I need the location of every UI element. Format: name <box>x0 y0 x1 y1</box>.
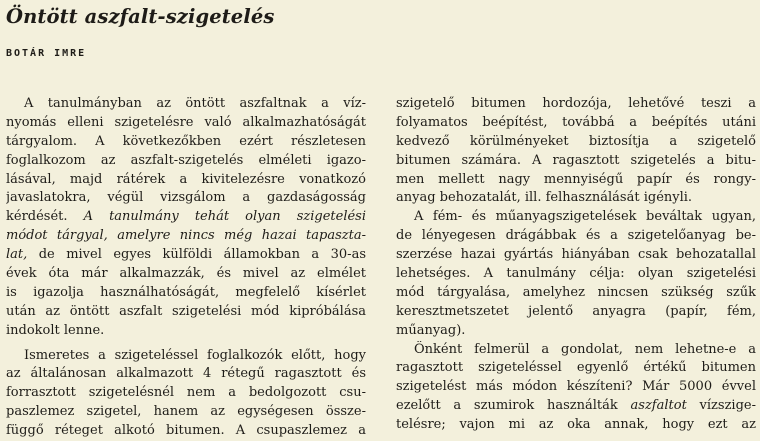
text-line <box>6 347 366 366</box>
text-run: de mivel egyes külföldi államokban a 30-as <box>27 247 366 263</box>
text-line <box>396 246 756 265</box>
text-run: szerzése hazai gyártás hiányában csak behozatallal <box>396 247 756 263</box>
text-line <box>6 303 366 322</box>
text-run: indokolt lenne. <box>6 322 105 338</box>
text-run: Ismeretes a szigeteléssel foglalkozók előtt, hogy <box>24 347 366 363</box>
text-line <box>6 171 366 190</box>
article-title: Öntött aszfalt-szigetelés <box>6 5 275 28</box>
text-run: foglalkozom az aszfalt-szigetelés elméleti igazo- <box>6 152 366 168</box>
text-line <box>396 359 756 378</box>
text-run: A tanulmányban az öntött aszfaltnak a víz- <box>24 96 366 111</box>
text-line <box>396 416 756 435</box>
text-line <box>396 114 756 133</box>
text-run: Önként felmerül a gondolat, nem lehetne-e a <box>414 341 756 357</box>
text-run: után az öntött aszfalt szigetelési mód kipróbálása <box>6 303 366 319</box>
text-line <box>6 384 366 403</box>
text-run: telésre; vajon mi az oka annak, hogy ezt az <box>396 417 756 433</box>
text-run: kedvező körülményeket biztosítja a szigetelő <box>396 133 756 149</box>
text-run: az általánosan alkalmazott 4 rétegű ragasztott és <box>6 366 366 382</box>
text-line <box>396 133 756 152</box>
text-column-right <box>396 95 756 435</box>
text-run: függő réteget alkotó bitumen. A csupaszlemez a <box>6 423 366 439</box>
text-run: szigetelő bitumen hordozója, lehetővé teszi a <box>396 96 756 111</box>
text-run: de lényegesen drágábbak és a szigetelőanyag be- <box>396 228 756 244</box>
text-line <box>6 227 366 246</box>
text-line <box>6 152 366 171</box>
text-line <box>6 322 366 341</box>
text-line <box>6 95 366 114</box>
text-run: vízszige- <box>686 398 756 414</box>
text-run: nyomás elleni szigetelésre való alkalmazhatóságát <box>6 114 366 130</box>
text-line <box>396 322 756 341</box>
text-column-left <box>6 95 366 441</box>
text-line <box>6 265 366 284</box>
text-line <box>396 265 756 284</box>
text-line <box>6 189 366 208</box>
text-run: évek óta már alkalmazzák, és mivel az elmélet <box>6 266 366 282</box>
text-run: keresztmetszetet jelentő anyagra (papír, fém, <box>396 303 756 319</box>
text-line <box>396 171 756 190</box>
text-line <box>396 152 756 171</box>
text-run: lásával, majd rátérek a kivitelezésre vonatkozó <box>6 171 366 187</box>
text-run: szigetelést más módon készíteni? Már 5000 évvel <box>396 379 756 395</box>
text-line <box>396 397 756 416</box>
italic-text: aszfaltot <box>630 398 687 414</box>
text-line <box>396 189 756 208</box>
text-line <box>396 208 756 227</box>
italic-text: A tanulmány tehát olyan szigetelési <box>83 209 366 225</box>
text-run: ezelőtt a szumirok használták <box>396 398 631 414</box>
text-line <box>6 284 366 303</box>
text-line <box>6 133 366 152</box>
text-line <box>6 208 366 227</box>
text-run: ragasztott szigeteléssel egyenlő értékű bitumen <box>396 360 756 376</box>
text-line <box>6 403 366 422</box>
text-run: kérdését. <box>6 209 84 225</box>
text-line <box>6 365 366 384</box>
text-line <box>396 227 756 246</box>
text-line <box>6 246 366 265</box>
text-line <box>396 95 756 114</box>
text-run: is igazolja használhatóságát, megfelelő kísérlet <box>6 284 366 300</box>
text-run: műanyag). <box>396 322 466 338</box>
italic-text: lat, <box>6 247 28 263</box>
text-run: lehetséges. A tanulmány célja: olyan szigetelési <box>396 266 756 282</box>
text-run: folyamatos beépítést, továbbá a beépítés utáni <box>396 114 756 130</box>
text-line <box>6 422 366 441</box>
text-line <box>396 378 756 397</box>
text-run: anyag behozatalát, ill. felhasználását igényli. <box>396 190 693 206</box>
text-line <box>6 114 366 133</box>
text-line <box>396 303 756 322</box>
italic-text: módot tárgyal, amelyre nincs még hazai tapaszta- <box>6 228 366 244</box>
text-run: men mellett nagy mennyiségű papír és rongy- <box>396 171 756 187</box>
article-author: BOTÁR IMRE <box>6 48 87 59</box>
text-run: tárgyalom. A következőkben ezért részletesen <box>6 133 366 149</box>
text-run: mód tárgyalása, amelyhez nincsen szükség szűk <box>396 284 756 300</box>
text-run: forrasztott szigetelésnél nem a bedolgozott csu- <box>6 385 366 401</box>
text-line <box>396 284 756 303</box>
text-run: A fém- és műanyagszigetelések beváltak ugyan, <box>414 209 756 225</box>
text-line <box>396 341 756 360</box>
text-run: bitumen számára. A ragasztott szigetelés a bitu- <box>396 152 756 168</box>
text-run: paszlemez szigetel, hanem az egységesen össze- <box>6 404 366 420</box>
text-run: javaslatokra, végül vizsgálom a gazdaságosság <box>6 190 366 206</box>
